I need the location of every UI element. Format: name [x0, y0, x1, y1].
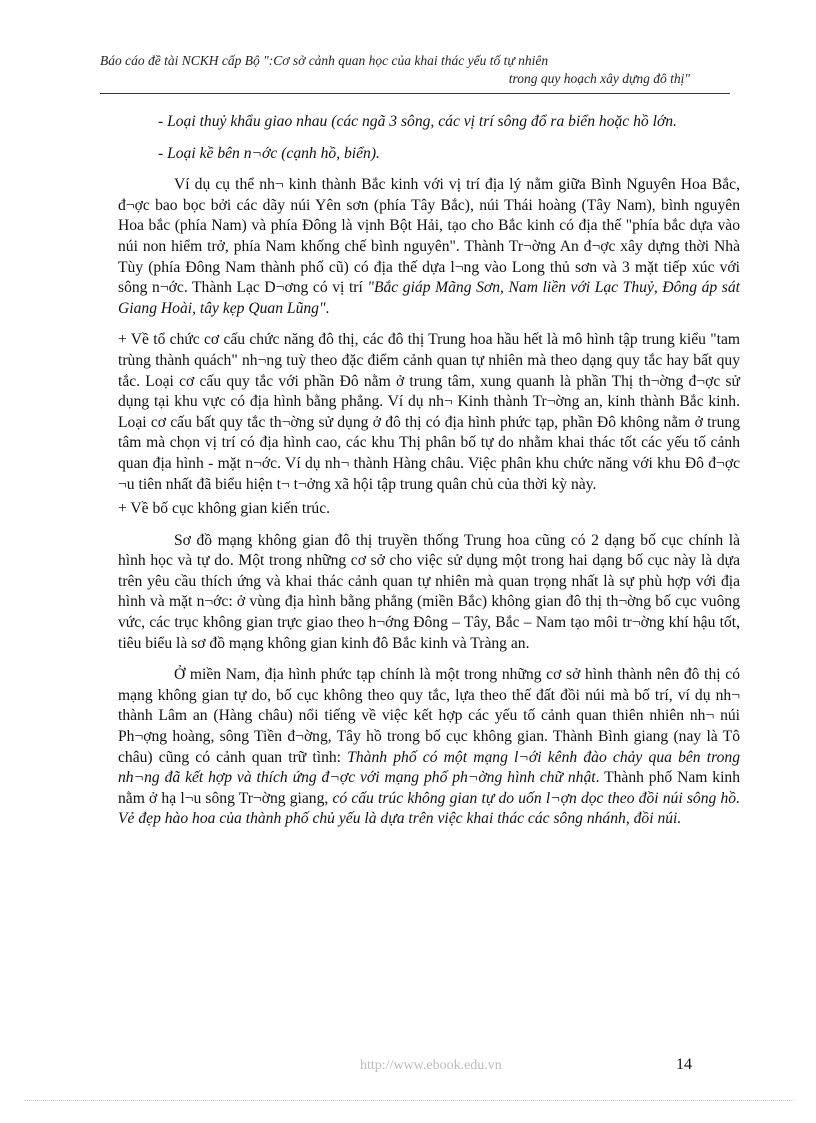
paragraph-7	[118, 665, 740, 830]
document-body	[118, 112, 740, 841]
paragraph-3-end: .	[325, 299, 330, 317]
paragraph-1: - Loại thuỷ khẩu giao nhau (các ngã 3 sông, các vị trí sông đổ ra biển hoặc hồ lớn.	[158, 113, 677, 130]
paragraph-7-italic-2: có cấu trúc không gian tự do uốn l¬ợn dọc theo đồi núi sông hồ. Vẻ đẹp hào hoa của thành phố chủ yếu là dựa trên việc khai thác các sông nhánh, đồi núi.	[118, 789, 740, 828]
paragraph-7-text: Ở miền Nam, địa hình phức tạp chính là một trong những cơ sở hình thành nên đô thị có mạng không gian tự do, bố cục không theo quy tắc, lựa theo thế đất đồi núi mà bố trí, ví dụ nh¬ thành Lâm an (Hàng châu) nổi tiếng về việc kết hợp các yếu tố cảnh quan thiên nhiên nh¬ núi Ph¬ợng hoàng, sông Tiền đ¬ờng, Tây hồ trong bố cục không gian. Thành Bình giang (nay là Tô châu) cũng có cảnh quan trữ tình:	[118, 666, 740, 766]
paragraph-7-italic: Thành phố có một mạng l¬ới kênh đào chảy qua bên trong nh¬ng đã kết hợp và thích ứng đ¬ợc với mạng phố ph¬ờng hình chữ nhật	[118, 748, 740, 787]
footer-url-watermark: http://www.ebook.edu.vn	[360, 1058, 502, 1073]
paragraph-3-italic: "Bắc giáp Mãng Sơn, Nam liền với Lạc Thuỷ, Đông áp sát Giang Hoài, tây kẹp Quan Lũng"	[118, 279, 740, 317]
header-divider	[100, 93, 730, 94]
header-line-2: trong quy hoạch xây dựng đô thị"	[508, 71, 690, 86]
header-line-1: Báo cáo đề tài NCKH cấp Bộ ":Cơ sở cảnh quan học của khai thác yếu tố tự nhiên	[100, 53, 549, 68]
page-number: 14	[676, 1056, 692, 1073]
paragraph-2: - Loại kề bên n¬ớc (cạnh hồ, biển).	[158, 144, 380, 162]
paragraph-3	[118, 175, 740, 319]
page-header	[100, 52, 730, 88]
paragraph-6: Sơ đồ mạng không gian đô thị truyền thống Trung hoa cũng có 2 dạng bố cục chính là hình học và tự do. Một trong những cơ sở cho việc sử dụng một trong hai dạng bố cục này là dựa trên yêu cầu thích ứng và khai thác cảnh quan tự nhiên mà quan trọng nhất là sự phù hợp với địa hình và mặt n¬ớc: ở vùng địa hình bằng phẳng (miền Bắc) không gian đô thị th¬ờng bố cục vuông vức, các trục không gian trực giao theo h¬ớng Đông – Tây, Bắc – Nam tạo môi tr¬ờng khí hậu tốt, tiêu biểu là sơ đồ mạng không gian kinh đô Bắc kinh và Tràng an.	[118, 531, 740, 652]
paragraph-3-text: Ví dụ cụ thể nh¬ kinh thành Bắc kinh với vị trí địa lý nằm giữa Bình Nguyên Hoa Bắc, đ¬ợc bao bọc bởi các dãy núi Yên sơn (phía Tây Bắc), núi Thái hoàng (Tây Nam), bình nguyên Hoa bắc (phía Nam) và phía Đông là vịnh Bột Hải, tạo cho Bắc kinh có địa thế "phía bắc dựa vào núi non hiểm trở, phía Nam khống chế bình nguyên". Thành Tr¬ờng An đ¬ợc xây dựng thời Nhà Tùy (phía Đông Nam thành phố cũ) có địa thế dựa l¬ng vào Long thủ sơn và 3 mặt tiếp xúc với sông n¬ớc. Thành Lạc D¬ơng có vị trí	[118, 176, 740, 297]
paragraph-7-mid: . Thành phố Nam kinh nằm ở hạ l¬u sông Tr¬ờng giang,	[118, 769, 740, 807]
page-bottom-divider	[24, 1100, 794, 1101]
paragraph-5-heading: + Về bố cục không gian kiến trúc.	[118, 500, 331, 518]
paragraph-4: + Về tổ chức cơ cấu chức năng đô thị, các đô thị Trung hoa hầu hết là mô hình tập trung kiểu "tam trùng thành quách" nh¬ng tuỳ theo đặc điểm cảnh quan tự nhiên mà theo dạng quy tắc hay bất quy tắc. Loại cơ cấu quy tắc với phần Đô nằm ở trung tâm, xung quanh là phần Thị th¬ờng đ¬ợc sử dụng tại khu vực có địa hình bằng phẳng. Ví dụ nh¬ Kinh thành Tr¬ờng an, kinh thành Bắc kinh. Loại cơ cấu bất quy tắc th¬ờng sử dụng ở đô thị có địa hình phức tạp, phần Đô không nằm ở trung tâm mà chọn vị trí có địa hình cao, các khu Thị phân bố tự do nhằm khai thác tốt các yếu tố cảnh quan địa hình - mặt n¬ớc. Ví dụ nh¬ thành Hàng châu. Việc phân khu chức năng với khu Đô đ¬ợc ¬u tiên nhất đã biểu hiện t¬ t¬ởng xã hội tập trung quân chủ của thời kỳ này.	[118, 331, 740, 493]
